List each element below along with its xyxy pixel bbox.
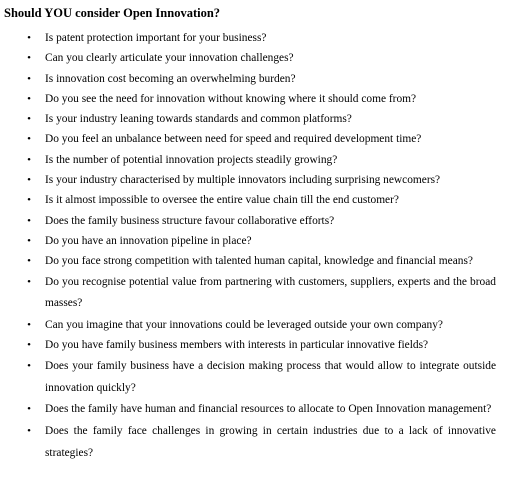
bullet-icon: •: [27, 72, 31, 85]
list-item: [4, 421, 502, 465]
list-item: [4, 28, 502, 48]
bullet-icon: •: [27, 339, 31, 352]
question-text: Do you have family business members with interests in particular innovative fields?: [45, 339, 429, 352]
list-item: [4, 48, 502, 68]
list-item: [4, 89, 502, 109]
list-item: [4, 150, 502, 170]
question-text: Do you see the need for innovation without knowing where it should come from?: [45, 92, 417, 105]
question-list: [4, 28, 502, 465]
list-item: [4, 251, 502, 271]
question-text: Do you have an innovation pipeline in place?: [45, 234, 252, 247]
question-text: Do you feel an unbalance between need for speed and required development time?: [45, 133, 422, 146]
question-text: Is your industry characterised by multiple innovators including surprising newcomers?: [45, 174, 441, 187]
bullet-icon: •: [27, 52, 31, 65]
list-item: [4, 69, 502, 89]
bullet-icon: •: [27, 255, 31, 268]
list-item: [4, 399, 502, 421]
bullet-icon: •: [27, 234, 31, 247]
list-item: [4, 129, 502, 149]
bullet-icon: •: [27, 319, 31, 332]
document-title: Should YOU consider Open Innovation?: [4, 6, 221, 20]
bullet-icon: •: [27, 153, 31, 166]
list-item: [4, 315, 502, 335]
bullet-icon: •: [27, 92, 31, 105]
question-text: Is innovation cost becoming an overwhelming burden?: [45, 72, 296, 85]
bullet-icon: •: [27, 359, 31, 372]
bullet-icon: •: [27, 174, 31, 187]
question-text: Does the family face challenges in growing in certain industries due to a lack of innovative strategies?: [45, 425, 496, 459]
list-item: [4, 190, 502, 210]
question-text: Does the family have human and financial resources to allocate to Open Innovation management?: [45, 403, 492, 416]
question-text: Does your family business have a decision making process that would allow to integrate outside innovation quickly?: [45, 359, 496, 394]
bullet-icon: •: [27, 113, 31, 126]
list-item: [4, 356, 502, 400]
bullet-icon: •: [27, 275, 31, 288]
list-item: [4, 109, 502, 129]
list-item: [4, 335, 502, 355]
question-text: Is it almost impossible to oversee the entire value chain till the end customer?: [45, 194, 399, 207]
question-text: Can you imagine that your innovations could be leveraged outside your own company?: [45, 319, 443, 332]
bullet-icon: •: [27, 194, 31, 207]
list-item: [4, 231, 502, 251]
question-text: Do you face strong competition with talented human capital, knowledge and financial means?: [45, 255, 473, 268]
bullet-icon: •: [27, 133, 31, 146]
bullet-icon: •: [27, 425, 31, 438]
question-text: Is the number of potential innovation projects steadily growing?: [45, 153, 338, 166]
question-text: Does the family business structure favour collaborative efforts?: [45, 214, 335, 227]
bullet-icon: •: [27, 403, 31, 416]
question-text: Do you recognise potential value from partnering with customers, suppliers, experts and the broad masses?: [45, 275, 496, 310]
list-item: [4, 211, 502, 231]
list-item: [4, 272, 502, 316]
list-item: [4, 170, 502, 190]
question-text: Is patent protection important for your business?: [45, 32, 267, 44]
bullet-icon: •: [27, 32, 31, 44]
question-text: Can you clearly articulate your innovation challenges?: [45, 52, 294, 65]
question-text: Is your industry leaning towards standards and common platforms?: [45, 113, 352, 126]
bullet-icon: •: [27, 214, 31, 227]
